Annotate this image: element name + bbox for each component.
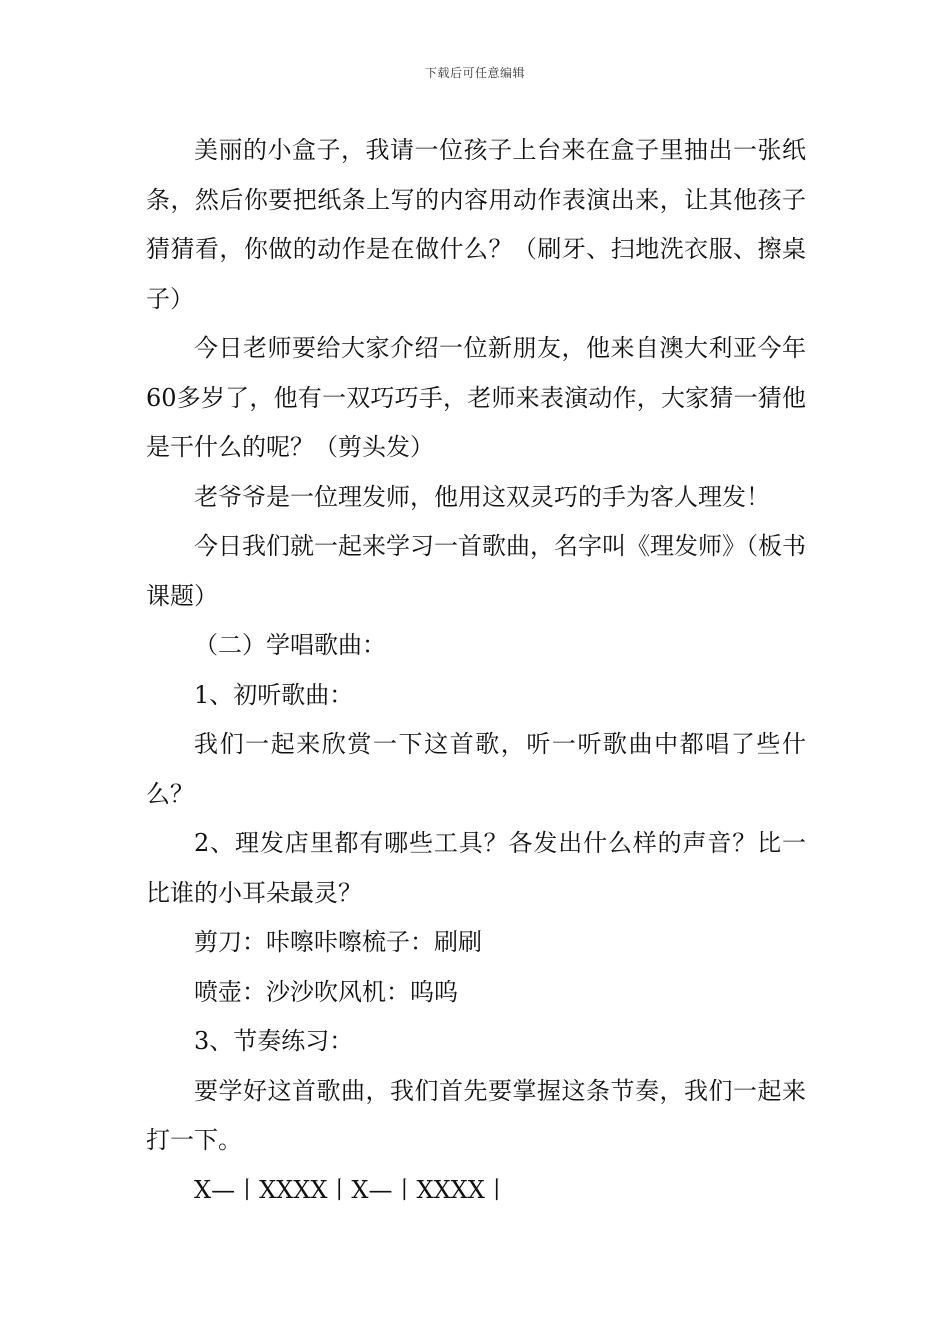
paragraph-rhythm-instruction: 要学好这首歌曲，我们首先要掌握这条节奏，我们一起来打一下。 bbox=[146, 1076, 806, 1154]
document-body bbox=[146, 126, 806, 1215]
paragraph-barber-grandpa: 老爷爷是一位理发师，他用这双灵巧的手为客人理发！ bbox=[194, 482, 770, 511]
step-rhythm-practice: 3、节奏练习： bbox=[194, 1027, 354, 1055]
section-heading-learn-song: （二）学唱歌曲： bbox=[194, 631, 386, 659]
paragraph-new-friend: 今日老师要给大家介绍一位新朋友，他来自澳大利亚今年60多岁了，他有一双巧巧手，老师来表演动作，大家猜一猜他是干什么的呢？（剪头发） bbox=[146, 334, 806, 461]
page-header-note: 下载后可任意编辑 bbox=[424, 66, 525, 80]
sound-line-sprayer-dryer: 喷壶：沙沙吹风机：呜呜 bbox=[194, 977, 458, 1006]
paragraph-gift-box-game: 美丽的小盒子，我请一位孩子上台来在盒子里抽出一张纸条，然后你要把纸条上写的内容用动作表演出来，让其他孩子猜猜看，你做的动作是在做什么？（刷牙、扫地洗衣服、擦桌子） bbox=[146, 136, 806, 313]
step-first-listen: 1、初听歌曲： bbox=[194, 680, 354, 709]
step-barbershop-tools: 2、理发店里都有哪些工具？各发出什么样的声音？比一比谁的小耳朵最灵？ bbox=[146, 829, 806, 907]
sound-line-scissors-comb: 剪刀：咔嚓咔嚓梳子：刷刷 bbox=[194, 928, 482, 956]
paragraph-song-intro: 今日我们就一起来学习一首歌曲，名字叫《理发师》（板书课题） bbox=[146, 532, 806, 610]
rhythm-notation: X—丨XXXX丨X—丨XXXX丨 bbox=[194, 1175, 509, 1204]
paragraph-appreciate-song: 我们一起来欣赏一下这首歌，听一听歌曲中都唱了些什么？ bbox=[146, 730, 806, 808]
